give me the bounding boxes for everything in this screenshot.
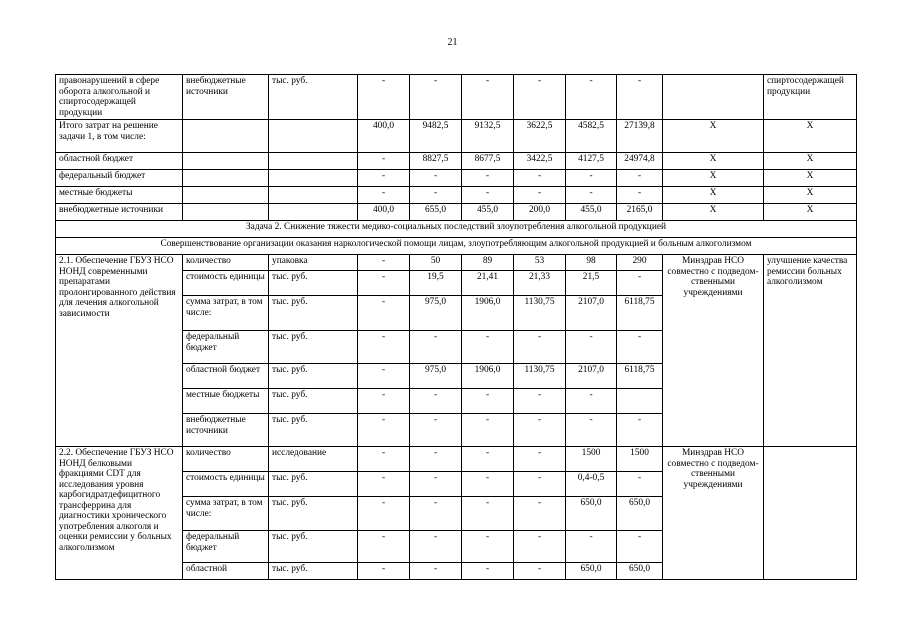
table-row: стоимость единицы тыс. руб. - 19,5 21,41 21,33 21,5 - <box>56 271 857 296</box>
indicator: внебюджетные источники <box>183 75 269 120</box>
program-table <box>55 74 857 580</box>
total-label: Итого затрат на решение задачи 1, в том числе: <box>56 120 183 153</box>
expected-result: спиртосодержащей продукции <box>764 75 857 120</box>
table-row: сумма затрат, в том числе: тыс. руб. - - - - 650,0 650,0 <box>56 497 857 531</box>
task-header-row <box>56 221 857 238</box>
table-row: областной бюджет тыс. руб. - 975,0 1906,0 1130,75 2107,0 6118,75 <box>56 364 857 389</box>
table-row: областной бюджет - 8827,5 8677,5 3422,5 4127,5 24974,8 X X <box>56 153 857 170</box>
executor: Минздрав НСО совместно с подведом-ственными учреждениями <box>663 255 764 447</box>
expected-result <box>764 447 857 580</box>
table-row: федеральный бюджет - - - - - - X X <box>56 170 857 187</box>
table-row: федеральный бюджет тыс. руб. - - - - - - <box>56 331 857 364</box>
section-subheader: Совершенствование организации оказания наркологической помощи лицам, злоупотребляющим алкогольной продукцией и больным алкоголизмом <box>56 238 857 255</box>
task-title: Задача 2. Снижение тяжести медико-социальных последствий злоупотребления алкогольной продукцией <box>56 221 857 238</box>
table-row: федеральный бюджет тыс. руб. - - - - - - <box>56 531 857 563</box>
unit: тыс. руб. <box>269 75 358 120</box>
activity-name: 2.1. Обеспечение ГБУЗ НСО НОНД современными препаратами пролонгированного действия для лечения алкогольной зависимости <box>56 255 183 447</box>
expected-result: улучшение качества ремиссии больных алкоголизмом <box>764 255 857 447</box>
activity-name: 2.2. Обеспечение ГБУЗ НСО НОНД белковыми фракциями CDT для исследования уровня карбогидратдефицитного трансферрина для диагностики хронического употребления алкоголя и оценки ремиссии у больных алкоголизмом <box>56 447 183 580</box>
table-row: внебюджетные источники 400,0 655,0 455,0 200,0 455,0 2165,0 X X <box>56 204 857 221</box>
table-row: местные бюджеты тыс. руб. - - - - - <box>56 389 857 414</box>
table-row: стоимость единицы тыс. руб. - - - - 0,4-0,5 - <box>56 472 857 497</box>
subheader-row <box>56 238 857 255</box>
table-row: местные бюджеты - - - - - - X X <box>56 187 857 204</box>
activity-name: правонарушений в сфере оборота алкогольной и спиртосодержащей продукции <box>56 75 183 120</box>
page-number: 21 <box>447 37 458 48</box>
table-row: внебюджетные источники тыс. руб. - - - - - - <box>56 414 857 447</box>
table-row: 2.2. Обеспечение ГБУЗ НСО НОНД белковыми фракциями CDT для исследования уровня карбогидратдефицитного трансферрина для диагностики хронического употребления алкоголя и оценки ремиссии у больных алкоголизмом количество исследование - - - - 1500 1500 Минздрав НСО совместно с подведом-ственными учреждениями <box>56 447 857 472</box>
table-row: 2.1. Обеспечение ГБУЗ НСО НОНД современными препаратами пролонгированного действия для лечения алкогольной зависимости количество упаковка - 50 89 53 98 290 Минздрав НСО совместно с подведом-ственными учреждениями улучшение качества ремиссии больных алкоголизмом <box>56 255 857 271</box>
executor <box>663 75 764 120</box>
table-row: сумма затрат, в том числе: тыс. руб. - 975,0 1906,0 1130,75 2107,0 6118,75 <box>56 296 857 331</box>
executor: Минздрав НСО совместно с подведом-ственными учреждениями <box>663 447 764 580</box>
table-row: областной тыс. руб. - - - - 650,0 650,0 <box>56 563 857 580</box>
total-row: Итого затрат на решение задачи 1, в том числе: 400,0 9482,5 9132,5 3622,5 4582,5 27139,8 X X <box>56 120 857 153</box>
table-row: правонарушений в сфере оборота алкогольной и спиртосодержащей продукции внебюджетные источники тыс. руб. - - - - - - спиртосодержащей продукции <box>56 75 857 120</box>
